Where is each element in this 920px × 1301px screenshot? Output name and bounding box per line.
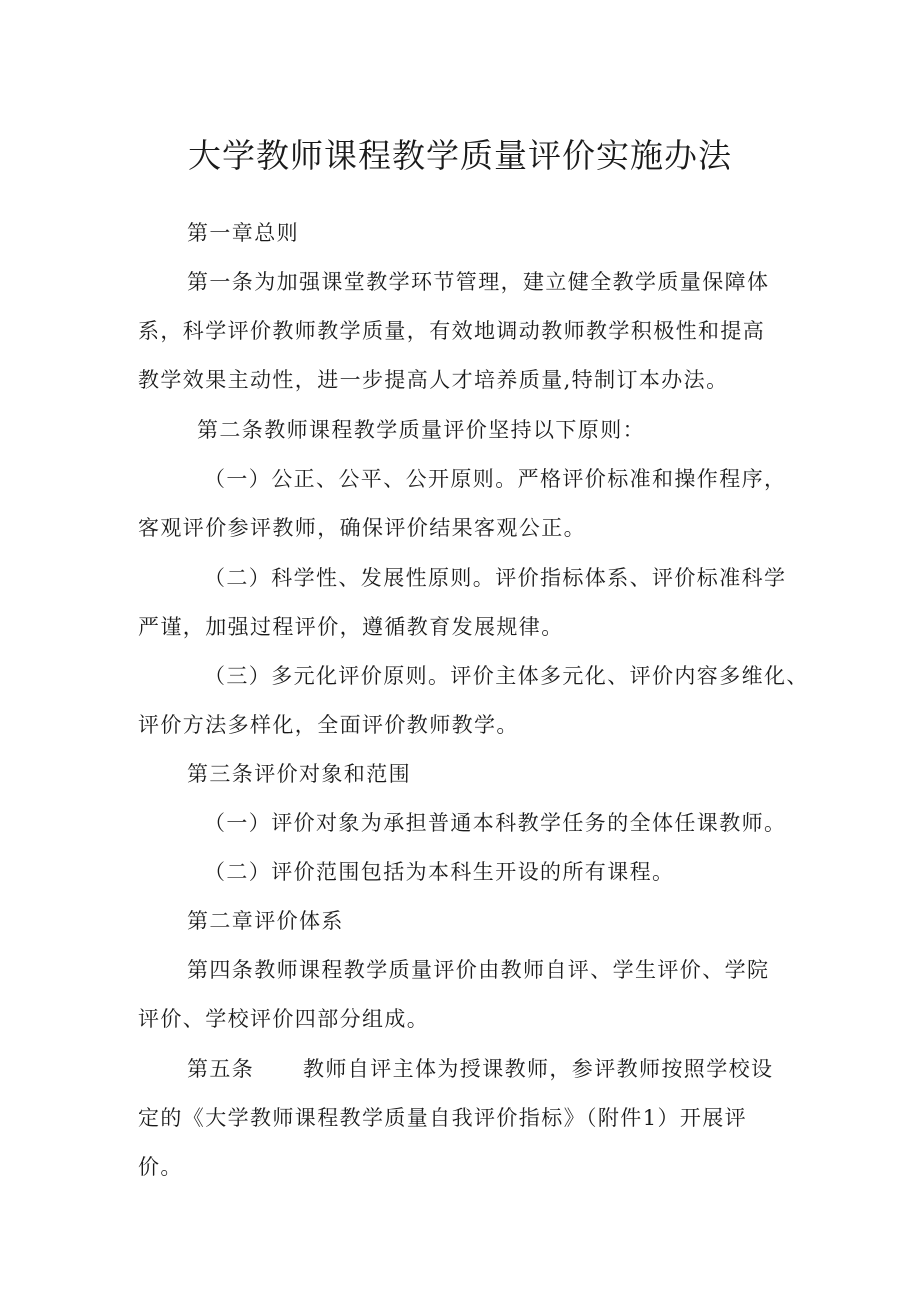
- paragraph-line: 系，科学评价教师教学质量，有效地调动教师教学积极性和提高: [138, 319, 766, 343]
- paragraph-line: 教学效果主动性，进一步提高人才培养质量,特制订本办法。: [138, 368, 729, 392]
- paragraph-line: 严谨，加强过程评价，遵循教育发展规律。: [138, 615, 564, 639]
- chapter-heading: 第一章总则: [187, 221, 299, 245]
- paragraph-line: 教师自评主体为授课教师，参评教师按照学校设: [303, 1057, 774, 1081]
- chapter-heading: 第二章评价体系: [187, 909, 344, 933]
- paragraph-line: （二）科学性、发展性原则。评价指标体系、评价标准科学: [204, 566, 787, 590]
- paragraph-line: 定的《大学教师课程教学质量自我评价指标》（附件1）开展评: [138, 1106, 748, 1130]
- paragraph-line: （二）评价范围包括为本科生开设的所有课程。: [204, 860, 675, 884]
- paragraph-line: 第一条为加强课堂教学环节管理，建立健全教学质量保障体: [187, 270, 770, 294]
- paragraph-line: （一）评价对象为承担普通本科教学任务的全体任课教师。: [204, 811, 787, 835]
- article-label: 第五条: [187, 1057, 255, 1081]
- paragraph-line: 价。: [138, 1155, 183, 1179]
- paragraph-line: 第四条教师课程教学质量评价由教师自评、学生评价、学院: [187, 958, 770, 982]
- paragraph-line: 第二条教师课程教学质量评价坚持以下原则：: [197, 418, 645, 442]
- paragraph-line: 第三条评价对象和范围: [187, 762, 411, 786]
- paragraph-line: （一）公正、公平、公开原则。严格评价标准和操作程序，: [204, 467, 787, 491]
- paragraph-line: 评价方法多样化，全面评价教师教学。: [138, 713, 519, 737]
- paragraph-line: （三）多元化评价原则。评价主体多元化、评价内容多维化、: [204, 664, 809, 688]
- document-title: 大学教师课程教学质量评价实施办法: [188, 136, 732, 175]
- paragraph-line: 评价、学校评价四部分组成。: [138, 1007, 430, 1031]
- paragraph-line: 客观评价参评教师，确保评价结果客观公正。: [138, 516, 586, 540]
